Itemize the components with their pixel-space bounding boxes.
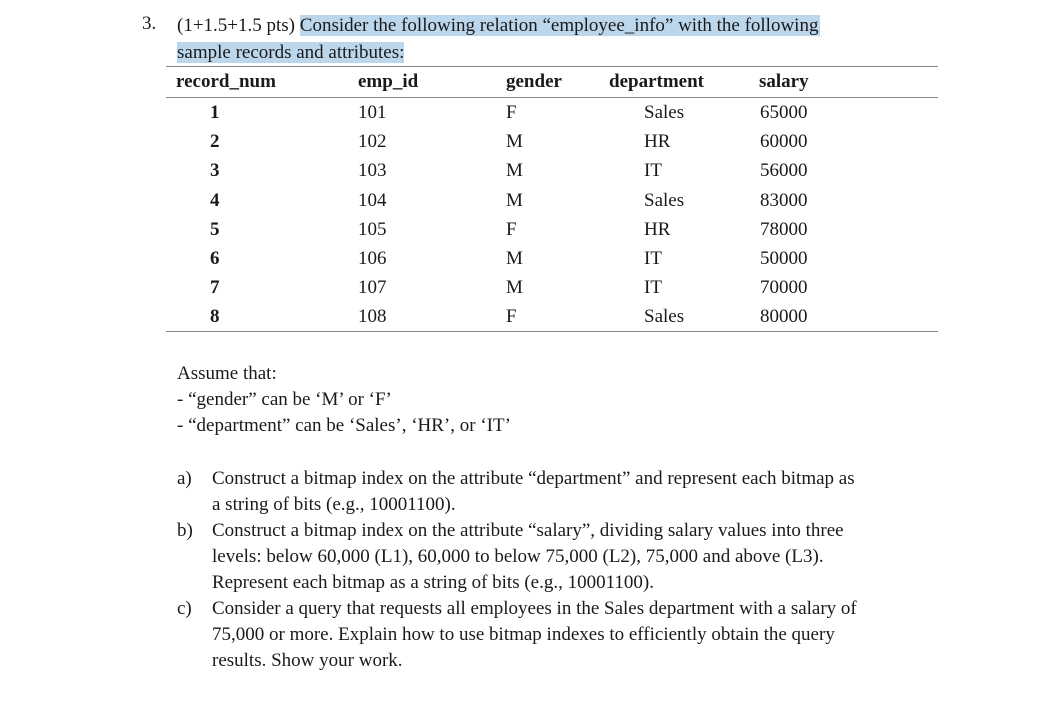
table-row bbox=[166, 274, 938, 303]
cell-salary: 65000 bbox=[760, 102, 808, 123]
cell-emp-id: 108 bbox=[358, 306, 387, 328]
part-a-line: Construct a bitmap index on the attribute “department” and represent each bitmap as bbox=[212, 468, 855, 489]
cell-department: Sales bbox=[644, 306, 685, 328]
part-a-line: a string of bits (e.g., 10001100). bbox=[212, 494, 456, 515]
part-a bbox=[177, 466, 957, 518]
part-c-line: 75,000 or more. Explain how to use bitmap indexes to efficiently obtain the query bbox=[212, 624, 835, 645]
cell-salary: 56000 bbox=[760, 160, 808, 182]
cell-record-num: 7 bbox=[210, 277, 220, 299]
table-header-rule bbox=[166, 97, 938, 98]
cell-department: IT bbox=[644, 277, 662, 299]
cell-emp-id: 102 bbox=[358, 131, 387, 153]
highlighted-intro-text-1: Consider the following relation “employee_info” with the following bbox=[299, 15, 819, 36]
cell-salary: 80000 bbox=[760, 306, 808, 328]
question-points: (1+1.5+1.5 pts) bbox=[177, 15, 296, 36]
assumption-department: - “department” can be ‘Sales’, ‘HR’, or ‘IT’ bbox=[177, 415, 511, 436]
cell-salary: 50000 bbox=[760, 248, 808, 269]
table-row bbox=[166, 157, 938, 186]
table-row bbox=[166, 187, 938, 216]
cell-salary: 83000 bbox=[760, 189, 808, 211]
question-number: 3. bbox=[142, 13, 157, 34]
cell-record-num: 4 bbox=[210, 189, 220, 211]
cell-emp-id: 101 bbox=[358, 102, 387, 123]
cell-gender: M bbox=[506, 160, 523, 182]
cell-emp-id: 105 bbox=[358, 218, 387, 240]
assumption-gender: - “gender” can be ‘M’ or ‘F’ bbox=[177, 389, 392, 410]
cell-emp-id: 104 bbox=[358, 189, 387, 211]
part-b-line: Represent each bitmap as a string of bits (e.g., 10001100). bbox=[212, 572, 654, 593]
cell-department: HR bbox=[644, 218, 671, 240]
cell-record-num: 2 bbox=[210, 131, 220, 153]
cell-gender: F bbox=[506, 218, 517, 240]
cell-emp-id: 103 bbox=[358, 160, 387, 182]
cell-gender: F bbox=[506, 306, 517, 328]
cell-record-num: 6 bbox=[210, 248, 220, 269]
table-row bbox=[166, 245, 938, 274]
assumptions-block bbox=[177, 361, 511, 439]
header-record-num: record_num bbox=[176, 71, 276, 92]
highlighted-intro-text-2: sample records and attributes: bbox=[177, 42, 405, 63]
assumptions-title: Assume that: bbox=[177, 363, 277, 384]
question-parts bbox=[177, 466, 957, 674]
cell-gender: M bbox=[506, 189, 523, 211]
part-c bbox=[177, 596, 957, 674]
table-row bbox=[166, 99, 938, 128]
header-emp-id: emp_id bbox=[358, 71, 419, 92]
part-c-line: Consider a query that requests all employees in the Sales department with a salary of bbox=[212, 598, 857, 619]
cell-gender: M bbox=[506, 248, 523, 269]
table-header-row bbox=[166, 68, 938, 97]
table-row bbox=[166, 303, 938, 332]
question-intro-line1 bbox=[177, 13, 820, 39]
cell-gender: F bbox=[506, 102, 517, 123]
cell-record-num: 5 bbox=[210, 218, 220, 240]
cell-gender: M bbox=[506, 131, 523, 153]
header-gender: gender bbox=[506, 71, 562, 92]
cell-emp-id: 106 bbox=[358, 248, 387, 269]
cell-department: Sales bbox=[644, 102, 685, 123]
cell-emp-id: 107 bbox=[358, 277, 387, 299]
question-intro-line2 bbox=[177, 40, 404, 66]
part-c-line: results. Show your work. bbox=[212, 650, 403, 671]
header-department: department bbox=[609, 71, 704, 92]
part-b bbox=[177, 518, 957, 596]
part-b-line: Construct a bitmap index on the attribute “salary”, dividing salary values into three bbox=[212, 520, 844, 541]
table-top-rule bbox=[166, 66, 938, 67]
cell-department: IT bbox=[644, 160, 662, 182]
table-bottom-rule bbox=[166, 331, 938, 332]
header-salary: salary bbox=[759, 71, 809, 92]
part-b-line: levels: below 60,000 (L1), 60,000 to below 75,000 (L2), 75,000 and above (L3). bbox=[212, 546, 824, 567]
table-row bbox=[166, 128, 938, 157]
cell-record-num: 8 bbox=[210, 306, 220, 328]
cell-gender: M bbox=[506, 277, 523, 299]
cell-salary: 60000 bbox=[760, 131, 808, 153]
cell-department: Sales bbox=[644, 189, 685, 211]
part-a-label: a) bbox=[177, 468, 192, 489]
part-b-label: b) bbox=[177, 520, 193, 541]
part-c-label: c) bbox=[177, 598, 192, 619]
cell-record-num: 1 bbox=[210, 102, 220, 123]
cell-department: IT bbox=[644, 248, 662, 269]
cell-record-num: 3 bbox=[210, 160, 220, 182]
cell-department: HR bbox=[644, 131, 671, 153]
table-row bbox=[166, 216, 938, 245]
cell-salary: 78000 bbox=[760, 218, 808, 240]
cell-salary: 70000 bbox=[760, 277, 808, 299]
